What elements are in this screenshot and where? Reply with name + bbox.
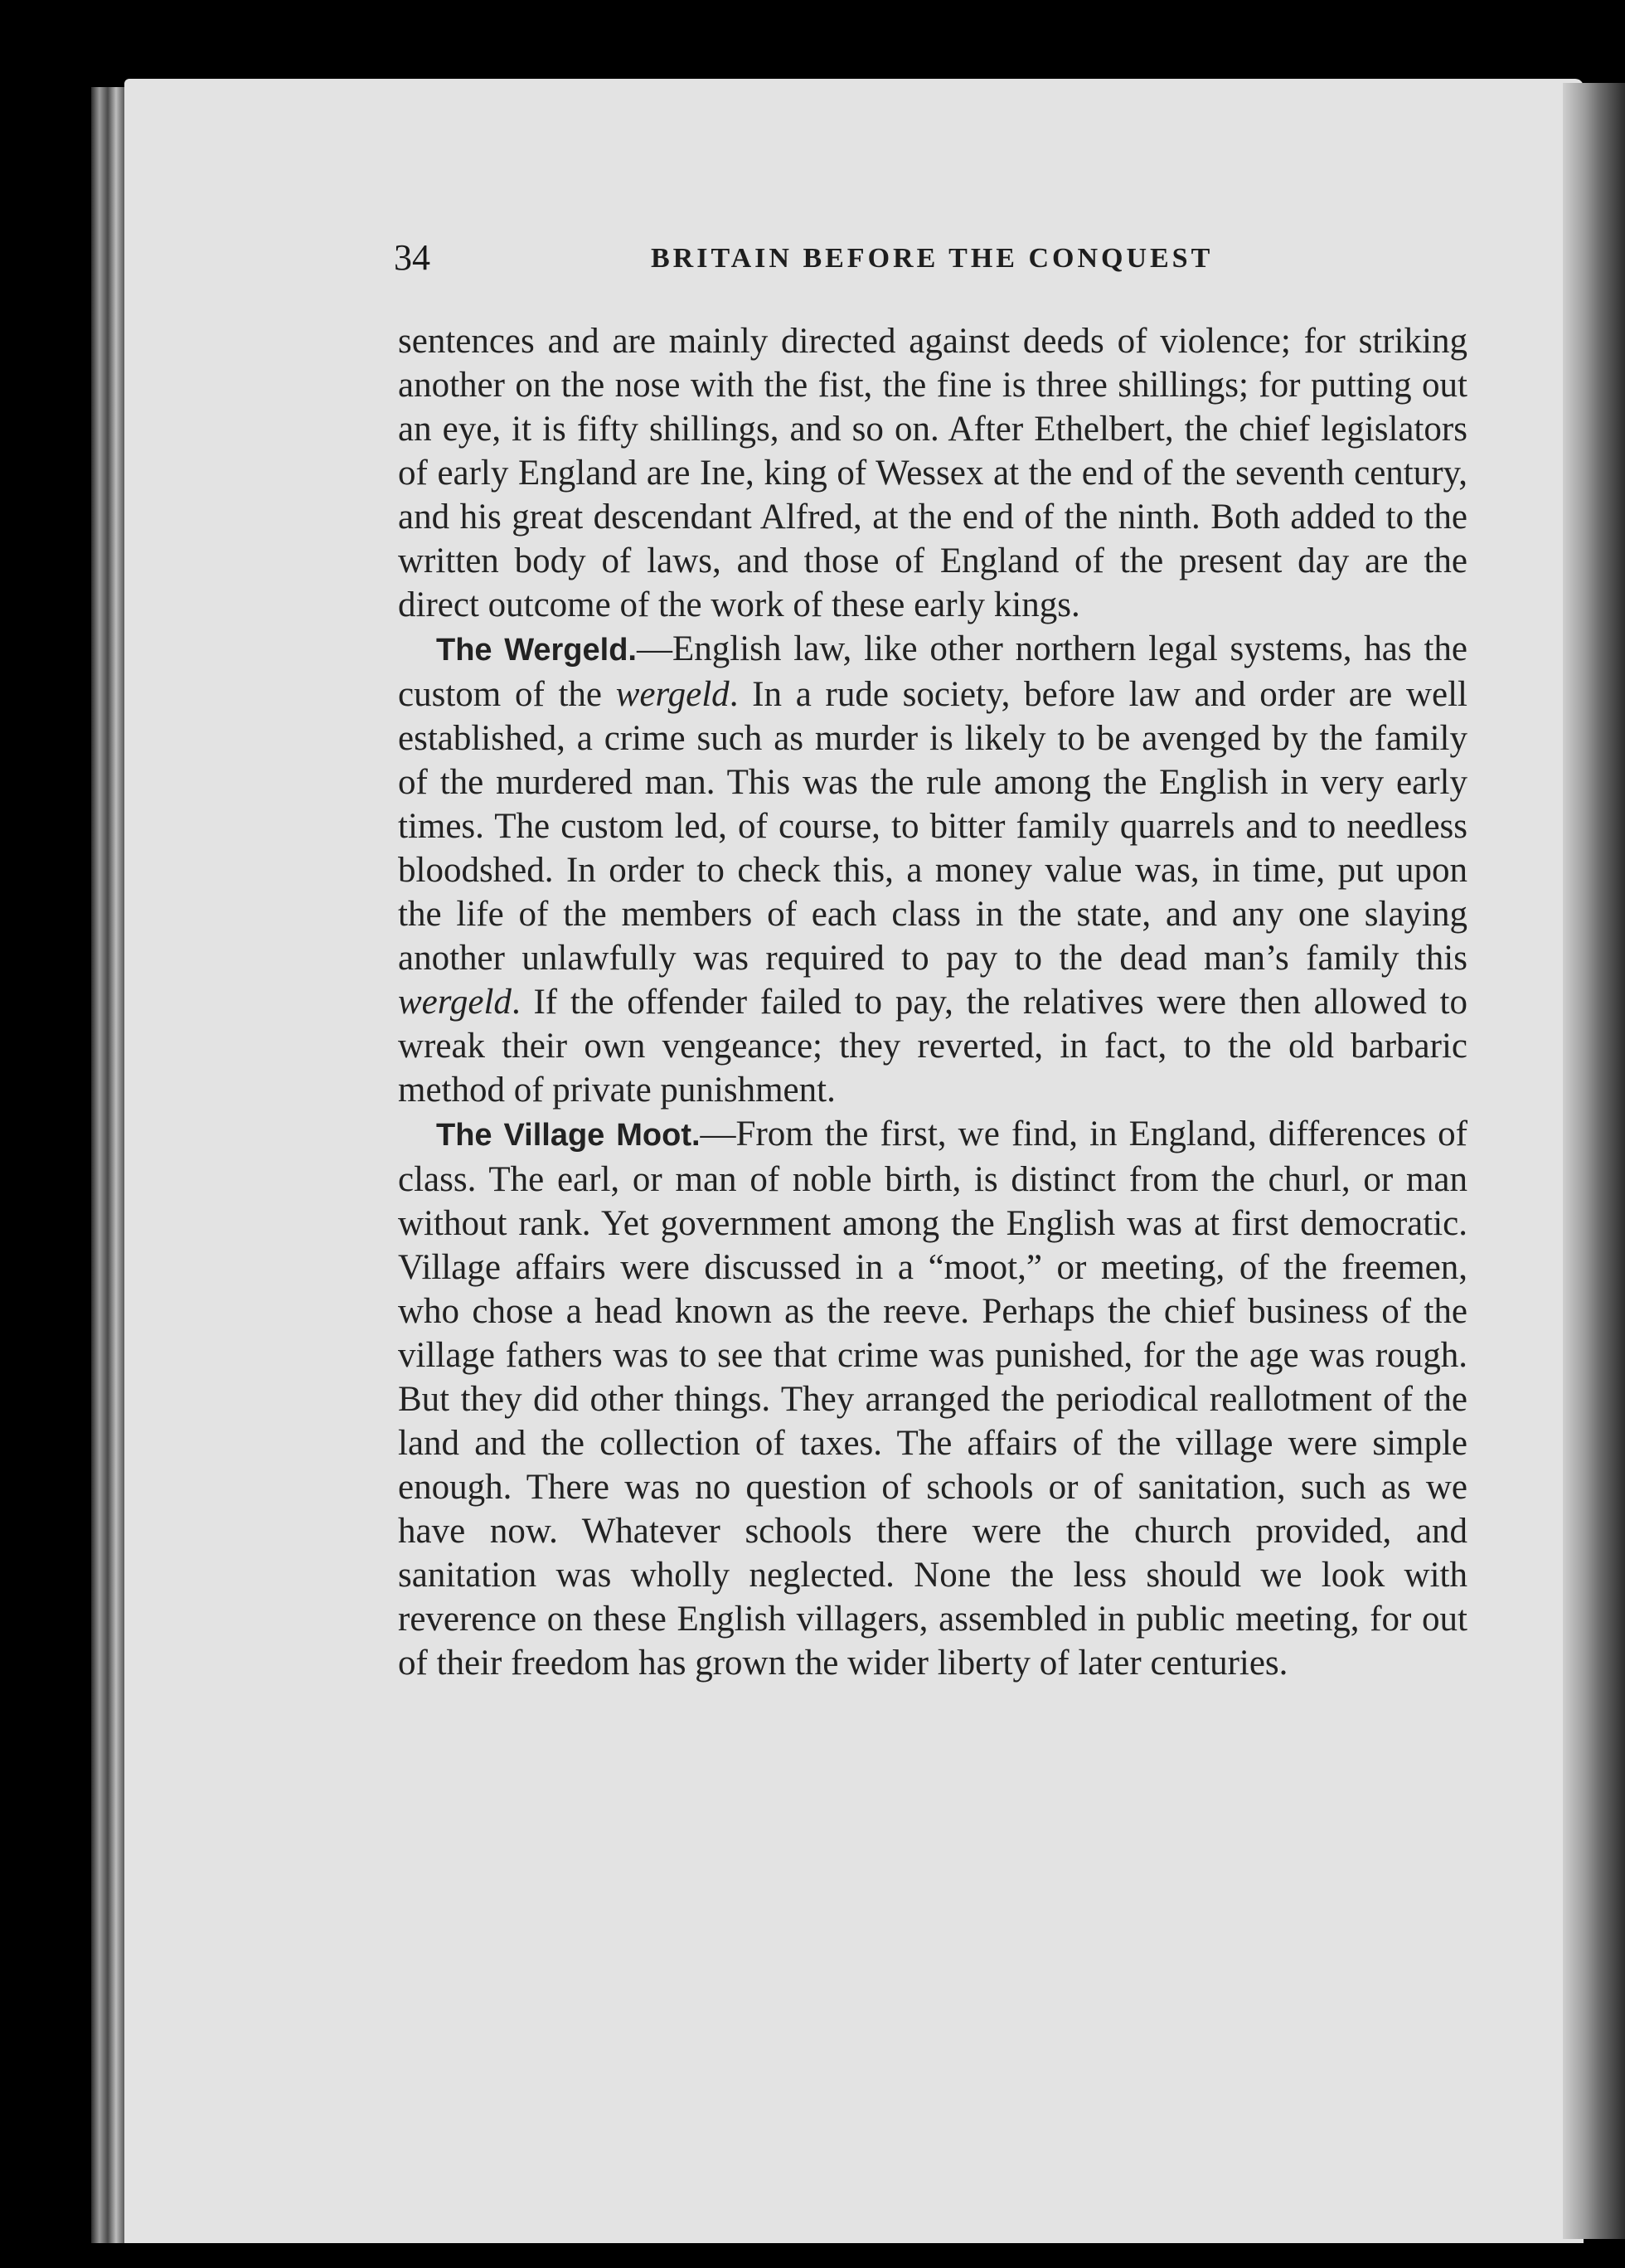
italic-term: wergeld [615, 675, 730, 714]
paragraph-village-moot [398, 1112, 1467, 1685]
section-heading-village-moot: The Village Moot. [436, 1118, 701, 1153]
paragraph-continuation [398, 319, 1467, 627]
paragraph-text: —From the first, we find, in England, differences of class. The earl, or man of noble birth, is distinct from the churl, or man without rank. Yet government among the English was at first democratic. Village affairs were discussed in a “moot,” or meeting, of the freemen, who chose a head known as the reeve. Perhaps the chief business of the village fathers was to see that crime was punished, for the age was rough. But they did other things. They arranged the periodical reallotment of the land and the collection of taxes. The affairs of the village were simple enough. There was no question of schools or of sanitation, such as we have now. Whatever schools there were the church provided, and sanitation was wholly neglected. None the less should we look with reverence on these English villagers, assembled in public meeting, for out of their freedom has grown the wider liberty of later centuries. [398, 1115, 1467, 1683]
page-header [394, 236, 1472, 286]
section-heading-wergeld: The Wergeld. [436, 633, 637, 668]
paragraph-text: . If the offender failed to pay, the relatives were then allowed to wreak their own vengeance; they reverted, in fact, to the old barbaric method of private punishment. [398, 983, 1467, 1110]
paragraph-text: sentences and are mainly directed against deeds of violence; for striking another on the nose with the fist, the fine is three shillings; for putting out an eye, it is fifty shillings, and so on. After Ethelbert, the chief legislators of early England are Ine, king of Wessex at the end of the seventh century, and his great descendant Alfred, at the end of the ninth. Both added to the written body of laws, and those of England of the present day are the direct outcome of the work of these early kings. [398, 322, 1467, 624]
paragraph-text: —English law, like other northern legal systems, has the custom of the [398, 629, 1467, 714]
running-head: BRITAIN BEFORE THE CONQUEST [651, 243, 1214, 274]
page-stack-edge [1563, 83, 1625, 2239]
paragraph-wergeld [398, 627, 1467, 1112]
page-number: 34 [394, 237, 430, 278]
body-text [398, 319, 1467, 1685]
italic-term: wergeld [398, 983, 512, 1022]
paragraph-text: . In a rude society, before law and order are well established, a crime such as murder is likely to be avenged by the family of the murdered man. This was the rule among the English in very early times. The custom led, of course, to bitter family quarrels and to needless bloodshed. In order to check this, a money value was, in time, put upon the life of the members of each class in the state, and any one slaying another unlawfully was required to pay to the dead man’s family this [398, 675, 1467, 978]
